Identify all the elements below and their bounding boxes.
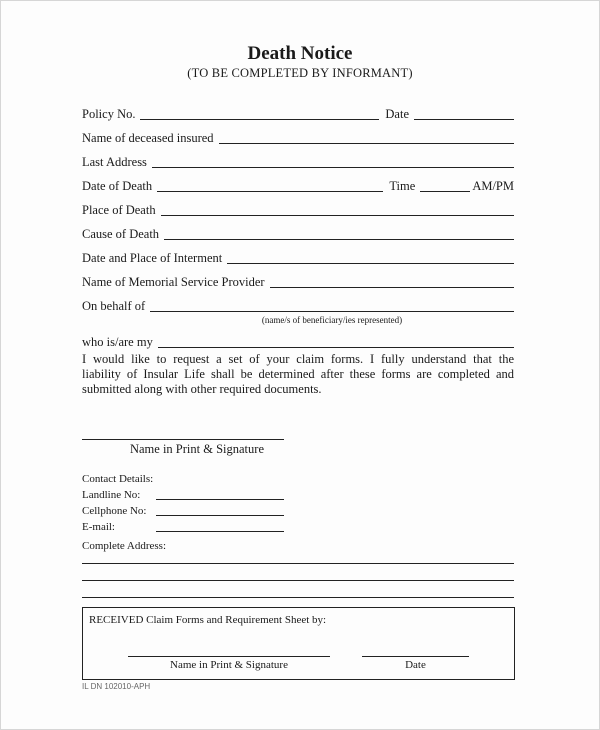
on-behalf-label: On behalf of [82, 299, 146, 313]
memorial-provider-label: Name of Memorial Service Provider [82, 275, 265, 289]
cellphone-field[interactable] [156, 515, 284, 516]
address-label: Complete Address: [82, 540, 167, 552]
informant-signature-label: Name in Print & Signature [129, 442, 264, 456]
who-is-label: who is/are my [82, 335, 153, 349]
row-date-of-death [82, 176, 514, 194]
row-who-is [82, 332, 514, 350]
who-is-field[interactable] [158, 334, 514, 348]
address-field-line-2[interactable] [82, 580, 514, 581]
row-cause-of-death [82, 224, 514, 242]
row-memorial-provider [82, 272, 514, 290]
paragraph-line-1: I would like to request a set of your claim forms. I fully understand that the [82, 352, 514, 366]
on-behalf-field[interactable] [150, 298, 514, 312]
row-deceased [82, 128, 514, 146]
landline-field[interactable] [156, 499, 284, 500]
cellphone-label: Cellphone No: [82, 505, 147, 517]
address-field-line-3[interactable] [82, 597, 514, 598]
form-subtitle: (TO BE COMPLETED BY INFORMANT) [187, 66, 413, 80]
policy-no-field[interactable] [140, 106, 379, 120]
time-field[interactable] [420, 178, 470, 192]
received-date-label: Date [405, 659, 426, 671]
landline-label: Landline No: [82, 489, 141, 501]
last-address-field[interactable] [152, 154, 514, 168]
row-interment [82, 248, 514, 266]
date-label: Date [385, 107, 409, 121]
received-date-line[interactable] [362, 656, 469, 657]
email-field[interactable] [156, 531, 284, 532]
paragraph-line-3: submitted along with other required documents. [82, 382, 322, 396]
received-signature-line[interactable] [128, 656, 330, 657]
paragraph-line-2: liability of Insular Life shall be determined after these forms are completed and [82, 367, 514, 381]
date-of-death-field[interactable] [157, 178, 383, 192]
policy-no-label: Policy No. [82, 107, 136, 121]
received-box-title: RECEIVED Claim Forms and Requirement Sheet by: [89, 614, 327, 626]
row-place-of-death [82, 200, 514, 218]
received-box [82, 607, 515, 680]
contact-heading: Contact Details: [82, 473, 154, 485]
time-label: Time [389, 179, 416, 193]
cause-of-death-field[interactable] [164, 226, 514, 240]
name-deceased-field[interactable] [219, 130, 514, 144]
row-policy [82, 104, 514, 122]
informant-signature-line[interactable] [82, 439, 284, 440]
beneficiary-note: (name/s of beneficiary/ies represented) [261, 315, 403, 325]
interment-field[interactable] [227, 250, 514, 264]
name-deceased-label: Name of deceased insured [82, 131, 214, 145]
form-title: Death Notice [247, 43, 353, 64]
cause-of-death-label: Cause of Death [82, 227, 160, 241]
email-label: E-mail: [82, 521, 115, 533]
memorial-provider-field[interactable] [270, 274, 514, 288]
place-of-death-label: Place of Death [82, 203, 156, 217]
row-on-behalf [82, 296, 514, 314]
interment-label: Date and Place of Interment [82, 251, 223, 265]
date-of-death-label: Date of Death [82, 179, 153, 193]
received-signature-label: Name in Print & Signature [170, 659, 288, 671]
place-of-death-field[interactable] [161, 202, 514, 216]
form-code: IL DN 102010-APH [82, 682, 151, 691]
address-field-line-1[interactable] [82, 563, 514, 564]
ampm-label: AM/PM [472, 179, 514, 193]
date-field[interactable] [414, 106, 514, 120]
last-address-label: Last Address [82, 155, 147, 169]
request-paragraph [82, 352, 514, 397]
row-last-address [82, 152, 514, 170]
